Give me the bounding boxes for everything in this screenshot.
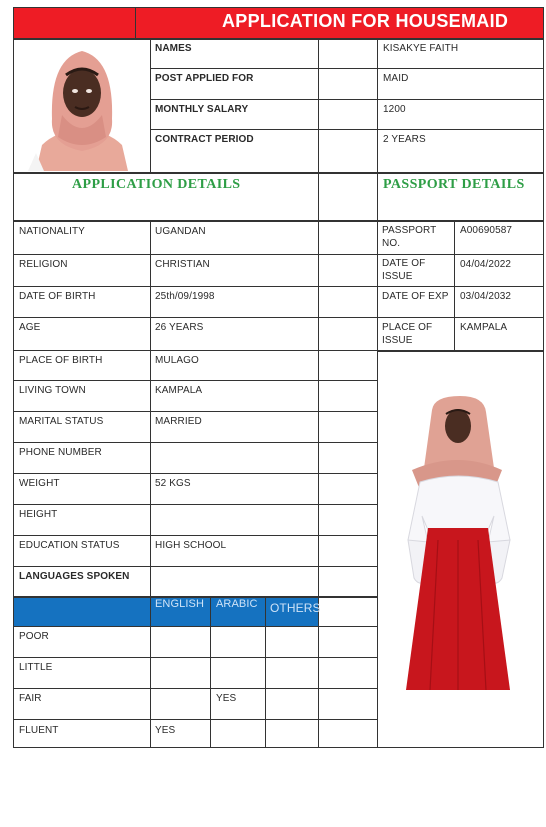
page-title: APPLICATION FOR HOUSEMAID — [222, 11, 509, 31]
language-level-fluent: FLUENT — [19, 725, 59, 736]
portrait-photo — [16, 41, 148, 171]
field-label-salary: MONTHLY SALARY — [155, 104, 249, 115]
detail-label-age: AGE — [19, 322, 41, 333]
passport-label-issue-date: DATE OF ISSUE — [382, 258, 426, 282]
field-value-names: KISAKYE FAITH — [383, 43, 459, 54]
passport-label-expiry: DATE OF EXP — [382, 291, 449, 302]
detail-label-pob: PLACE OF BIRTH — [19, 355, 103, 366]
language-col-others: OTHERS — [270, 601, 321, 615]
detail-label-weight: WEIGHT — [19, 478, 60, 489]
detail-value-town: KAMPALA — [155, 385, 203, 396]
language-level-poor: POOR — [19, 631, 49, 642]
languages-header-spacer — [318, 597, 378, 627]
language-fluent-english: YES — [155, 725, 176, 736]
detail-value-dob: 25th/09/1998 — [155, 291, 215, 302]
passport-value-issue-date: 04/04/2022 — [460, 259, 512, 270]
passport-details-heading: PASSPORT DETAILS — [383, 177, 525, 192]
detail-value-nationality: UGANDAN — [155, 226, 206, 237]
field-label-post: POST APPLIED FOR — [155, 73, 254, 84]
application-details-heading: APPLICATION DETAILS — [72, 177, 241, 192]
passport-label-place: PLACE OF ISSUE — [382, 322, 433, 346]
field-value-contract: 2 YEARS — [383, 134, 426, 145]
detail-value-religion: CHRISTIAN — [155, 259, 210, 270]
language-level-fair: FAIR — [19, 693, 42, 704]
passport-label-number: PASSPORT NO. — [382, 225, 437, 249]
detail-label-religion: RELIGION — [19, 259, 68, 270]
full-body-photo — [398, 390, 520, 700]
language-level-little: LITTLE — [19, 662, 53, 673]
language-col-english: ENGLISH — [155, 598, 204, 610]
detail-label-marital: MARITAL STATUS — [19, 416, 104, 427]
detail-value-age: 26 YEARS — [155, 322, 204, 333]
detail-value-pob: MULAGO — [155, 355, 199, 366]
passport-value-expiry: 03/04/2032 — [460, 291, 512, 302]
passport-value-number: A00690587 — [460, 225, 513, 236]
field-label-names: NAMES — [155, 43, 192, 54]
detail-label-height: HEIGHT — [19, 509, 58, 520]
detail-value-education: HIGH SCHOOL — [155, 540, 227, 551]
passport-value-place: KAMPALA — [460, 322, 508, 333]
language-fair-arabic: YES — [216, 693, 237, 704]
detail-value-marital: MARRIED — [155, 416, 202, 427]
field-label-contract: CONTRACT PERIOD — [155, 134, 254, 145]
detail-value-weight: 52 KGS — [155, 478, 191, 489]
detail-label-town: LIVING TOWN — [19, 385, 86, 396]
languages-table — [13, 626, 378, 748]
detail-label-languages: LANGUAGES SPOKEN — [19, 571, 130, 582]
field-value-post: MAID — [383, 73, 409, 84]
field-value-salary: 1200 — [383, 104, 406, 115]
language-col-arabic: ARABIC — [216, 598, 258, 610]
detail-label-nationality: NATIONALITY — [19, 226, 85, 237]
detail-label-phone: PHONE NUMBER — [19, 447, 102, 458]
detail-label-education: EDUCATION STATUS — [19, 540, 120, 551]
detail-label-dob: DATE OF BIRTH — [19, 291, 96, 302]
